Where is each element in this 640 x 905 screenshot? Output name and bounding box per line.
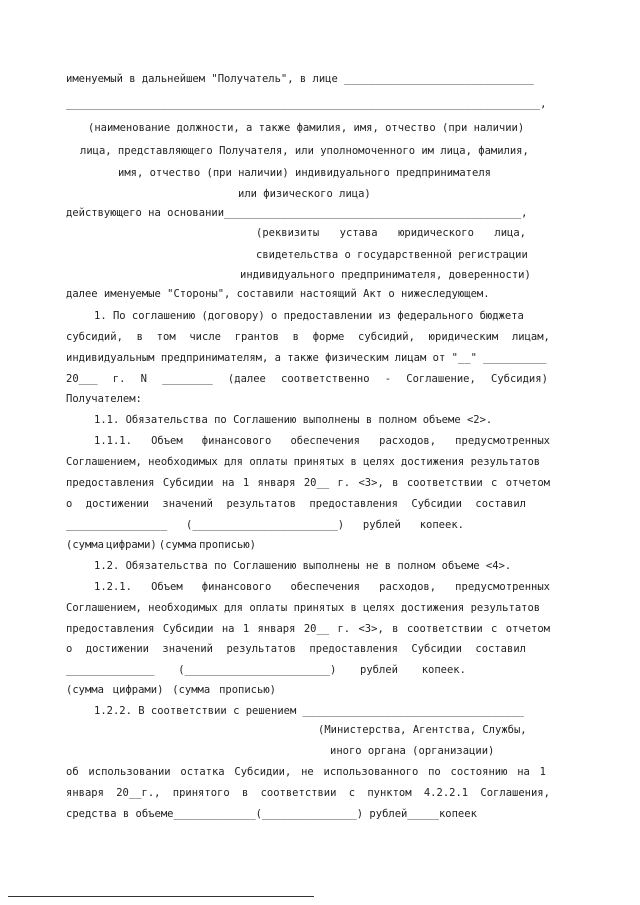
text-line: индивидуальным предпринимателям, а также физическим лицам от "__" __________ (66, 352, 547, 364)
text-line: Соглашением, необходимых для оплаты принятых в целях достижения результатов (66, 456, 541, 468)
text-line: 1.2.2. В соответствии с решением ___________________________________ (94, 705, 524, 717)
text-line: 1. По соглашению (договору) о предоставлении из федерального бюджета (94, 310, 524, 322)
caption-line: (наименование должности, а также фамилия, имя, отчество (при наличии) (88, 122, 525, 134)
caption-line: индивидуального предпринимателя, доверенности) (240, 269, 531, 281)
text-line: ___________________________________________________________________________, (66, 98, 547, 110)
text-line: 20___ г. N ________ (далее соответственно - Соглашение, Субсидия) (66, 373, 548, 385)
text-line: средства в объеме_____________(_______________) рублей_____копеек (66, 808, 477, 820)
caption-line: иного органа (организации) (330, 745, 495, 757)
text-line: предоставления Субсидии на 1 января 20__ г. <3>, в соответствии с отчетом (66, 477, 550, 489)
caption-line: (Министерства, Агентства, Службы, (318, 724, 527, 736)
caption-line: (реквизиты устава юридического лица, (256, 227, 526, 239)
caption-line: или физического лица) (238, 188, 371, 200)
text-line: (сумма цифрами) (сумма прописью) (66, 684, 276, 696)
text-line: 1.2.1. Объем финансового обеспечения расходов, предусмотренных (94, 581, 550, 593)
footnote-separator (8, 896, 314, 897)
text-line: об использовании остатка Субсидии, не использованного по состоянию на 1 (66, 766, 546, 778)
text-line: ________________ (_______________________) рублей копеек. (66, 519, 464, 531)
text-line: действующего на основании_______________________________________________, (66, 207, 528, 219)
caption-line: лица, представляющего Получателя, или уполномоченного им лица, фамилия, (80, 145, 529, 157)
text-line: Соглашением, необходимых для оплаты принятых в целях достижения результатов (66, 602, 541, 614)
text-line: о достижении значений результатов предоставления Субсидии составил (66, 643, 526, 655)
text-line: именуемый в дальнейшем "Получатель", в лице ______________________________ (66, 73, 534, 85)
text-line: ______________ (_______________________) рублей копеек. (66, 664, 466, 676)
text-line: 1.1. Обязательства по Соглашению выполнены в полном объеме <2>. (94, 414, 493, 426)
text-line: 1.2. Обязательства по Соглашению выполнены не в полном объеме <4>. (94, 560, 512, 572)
text-line: 1.1.1. Объем финансового обеспечения расходов, предусмотренных (94, 435, 550, 447)
text-line: предоставления Субсидии на 1 января 20__ г. <3>, в соответствии с отчетом (66, 623, 550, 635)
text-line: Получателем: (66, 393, 142, 405)
text-line: далее именуемые "Стороны", составили настоящий Акт о нижеследующем. (66, 288, 490, 300)
caption-line: имя, отчество (при наличии) индивидуального предпринимателя (118, 167, 491, 179)
text-line: (сумма цифрами) (сумма прописью) (66, 539, 256, 551)
caption-line: свидетельства о государственной регистрации (256, 249, 528, 261)
text-line: января 20__г., принятого в соответствии с пунктом 4.2.2.1 Соглашения, (66, 787, 550, 799)
text-line: субсидий, в том числе грантов в форме субсидий, юридическим лицам, (66, 331, 550, 343)
text-line: о достижении значений результатов предоставления Субсидии составил (66, 498, 526, 510)
